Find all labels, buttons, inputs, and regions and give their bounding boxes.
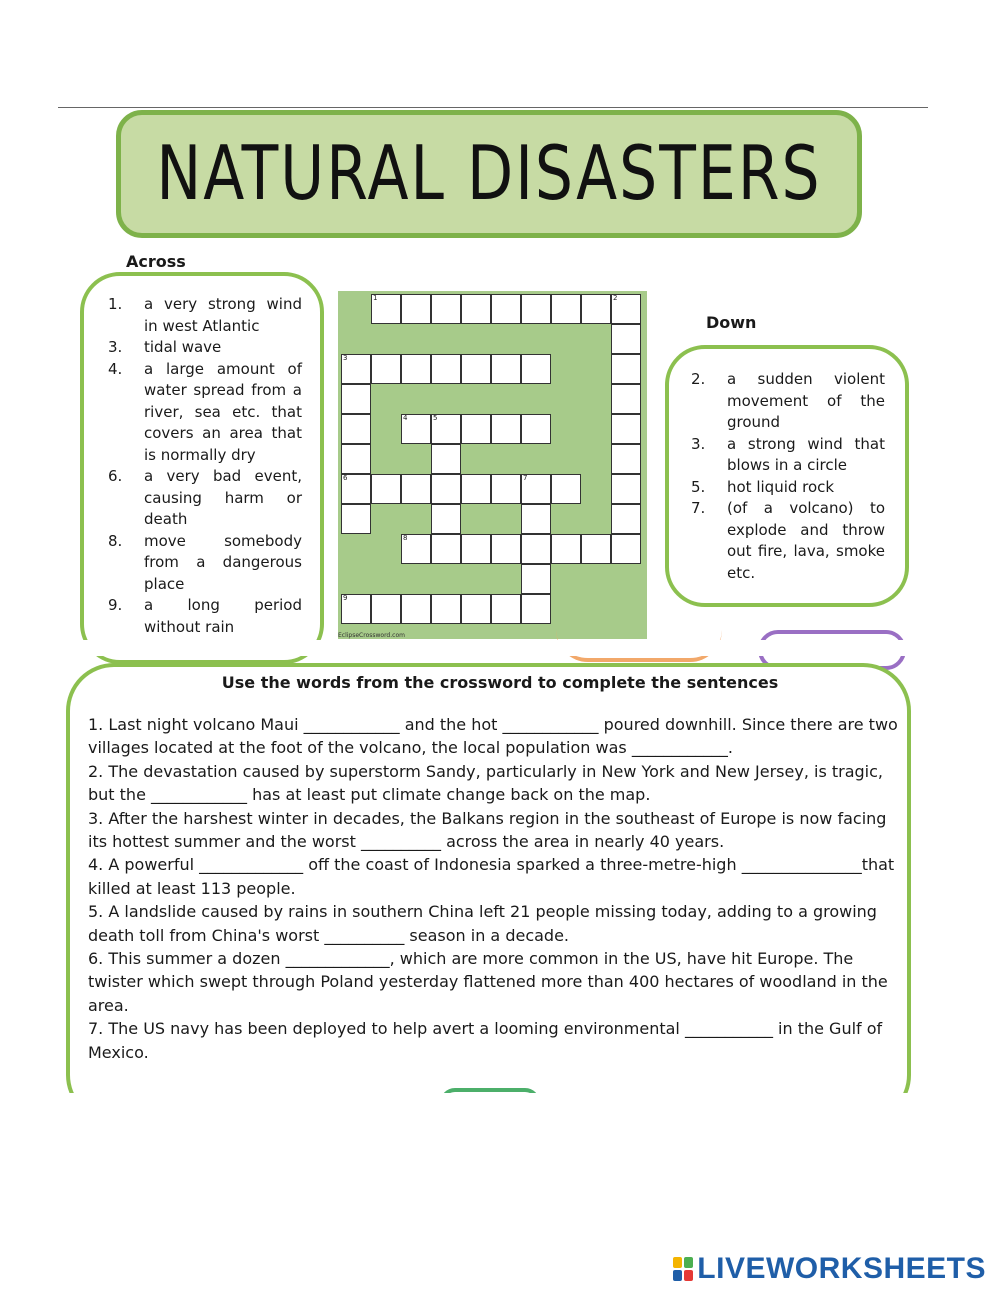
down-clue-list (691, 369, 885, 584)
clue-text: a strong wind that blows in a circle (727, 434, 885, 474)
crossword-cell (341, 384, 371, 414)
clue-text: a long period without rain (144, 596, 302, 636)
crossword-cell (431, 444, 461, 474)
crossword-cell (461, 534, 491, 564)
crossword-cell (401, 594, 431, 624)
crossword-cell (371, 354, 401, 384)
clue-text: a very bad event, causing harm or death (144, 467, 302, 528)
crossword-cell (461, 354, 491, 384)
sentence-7: 7. The US navy has been deployed to help avert a looming environmental ___________ in the Gulf of Mexico. (88, 1019, 883, 1062)
top-rule (58, 107, 928, 108)
down-clue-2 (691, 477, 885, 499)
crossword-clue-number: 3 (343, 354, 348, 362)
crossword-cell (461, 474, 491, 504)
clue-text: a large amount of water spread from a river, sea etc. that covers an area that is normally dry (144, 359, 302, 464)
exercise-sentences (88, 713, 898, 1064)
crossword-clue-number: 6 (343, 474, 348, 482)
crossword-cell (611, 384, 641, 414)
across-clue-list (108, 294, 302, 638)
sentence-3: 3. After the harshest winter in decades, the Balkans region in the southeast of Europe is now facing its hottest summer and the worst __________ across the area in nearly 40 years. (88, 808, 887, 852)
crossword-cell (341, 504, 371, 534)
down-clue-1 (691, 434, 885, 477)
clue-number: 7. (691, 499, 706, 517)
clue-number: 4. (108, 359, 123, 378)
clue-number: 3. (108, 338, 123, 356)
across-heading: Across (126, 252, 186, 271)
crossword-cell (461, 414, 491, 444)
clue-number: 3. (691, 434, 706, 453)
crossword-clue-number: 1 (373, 294, 378, 302)
across-clue-0 (108, 294, 302, 337)
crossword-cell (491, 294, 521, 324)
down-clue-3 (691, 498, 885, 584)
crossword-clue-number: 4 (403, 414, 408, 422)
crossword-clue-number: 7 (523, 474, 528, 482)
crossword-cell (431, 594, 461, 624)
crossword-cell (551, 534, 581, 564)
crossword-cell (461, 294, 491, 324)
crossword-cell (551, 294, 581, 324)
across-clue-box (80, 272, 324, 664)
crossword-cell (431, 354, 461, 384)
crossword-cell (611, 444, 641, 474)
crossword-cell (521, 294, 551, 324)
crossword-clue-number: 2 (613, 294, 618, 302)
crossword-cell (521, 354, 551, 384)
crossword-clue-number: 9 (343, 594, 348, 602)
crossword-cell (581, 534, 611, 564)
across-clue-1 (108, 337, 302, 359)
clue-text: (of a volcano) to explode and throw out fire, lava, smoke etc. (727, 499, 885, 582)
crossword-cell (491, 474, 521, 504)
across-clue-3 (108, 466, 302, 531)
crossword-cell (611, 324, 641, 354)
bottom-cutoff (0, 1093, 1000, 1153)
across-clue-5 (108, 595, 302, 638)
crossword-cell (491, 594, 521, 624)
crossword-cell (551, 474, 581, 504)
clue-text: a sudden violent movement of the ground (727, 370, 885, 431)
crossword-cell (611, 354, 641, 384)
crossword-cell (611, 504, 641, 534)
crossword-cell (521, 504, 551, 534)
crossword-cell (581, 294, 611, 324)
sentence-1: 1. Last night volcano Maui ____________ and the hot ____________ poured downhill. Since there are two villages located at the foot of the volcano, the local population was ____________. (88, 715, 898, 758)
crossword-cell (611, 534, 641, 564)
crossword-clue-number: 8 (403, 534, 408, 542)
down-heading: Down (706, 313, 757, 332)
crossword-cell (491, 534, 521, 564)
crossword-cell (371, 594, 401, 624)
crossword-cell (341, 444, 371, 474)
crossword-clue-number: 5 (433, 414, 438, 422)
crossword-grid (338, 291, 647, 639)
crossword-cell (461, 594, 491, 624)
crossword-cell (401, 294, 431, 324)
clue-number: 2. (691, 370, 706, 388)
crossword-cell (341, 414, 371, 444)
across-clue-2 (108, 359, 302, 467)
clue-text: move somebody from a dangerous place (144, 531, 302, 593)
crossword-cell (371, 474, 401, 504)
liveworksheets-logo (672, 1252, 986, 1286)
crossword-cell (611, 474, 641, 504)
crossword-credit: EclipseCrossword.com (338, 632, 405, 639)
crossword-cell (521, 594, 551, 624)
down-clue-box (665, 345, 909, 607)
clue-text: tidal wave (144, 338, 222, 356)
crossword-cell (431, 294, 461, 324)
crossword-cell (431, 474, 461, 504)
down-clue-0 (691, 369, 885, 434)
crossword-cell (431, 504, 461, 534)
exercise-heading: Use the words from the crossword to complete the sentences (221, 673, 779, 692)
crossword-cell (521, 564, 551, 594)
crossword-cell (401, 474, 431, 504)
across-clue-4 (108, 531, 302, 596)
clue-number: 6. (108, 467, 123, 485)
crossword-cell (491, 354, 521, 384)
clue-text: a very strong wind in west Atlantic (144, 295, 302, 335)
worksheet-title: NATURAL DISASTERS (156, 130, 822, 218)
title-banner (116, 110, 862, 238)
sentence-4: 4. A powerful _____________ off the coast of Indonesia sparked a three-metre-high _______________that killed at least 113 people. (88, 855, 895, 898)
logo-icon (672, 1256, 694, 1282)
clue-number: 9. (108, 596, 123, 614)
clue-number: 5. (691, 477, 706, 496)
crossword-cell (431, 534, 461, 564)
crossword-cell (521, 534, 551, 564)
clue-number: 8. (108, 531, 123, 550)
section-cutoff (0, 640, 1000, 656)
logo-text: LIVEWORKSHEETS (697, 1252, 986, 1285)
clue-text: hot liquid rock (727, 477, 835, 496)
crossword-cell (521, 414, 551, 444)
sentence-2: 2. The devastation caused by superstorm Sandy, particularly in New York and New Jersey, is tragic, but the ____________ has at least put climate change back on the map. (88, 761, 883, 805)
clue-number: 1. (108, 295, 123, 313)
crossword-cell (491, 414, 521, 444)
sentence-5: 5. A landslide caused by rains in southern China left 21 people missing today, adding to a growing death toll from China's worst __________ season in a decade. (88, 902, 877, 945)
crossword-cell (611, 414, 641, 444)
crossword-cell (401, 354, 431, 384)
sentence-6: 6. This summer a dozen _____________, which are more common in the US, have hit Europe. The twister which swept through Poland yesterday flattened more than 400 hectares of woodland in the area. (88, 949, 888, 1015)
